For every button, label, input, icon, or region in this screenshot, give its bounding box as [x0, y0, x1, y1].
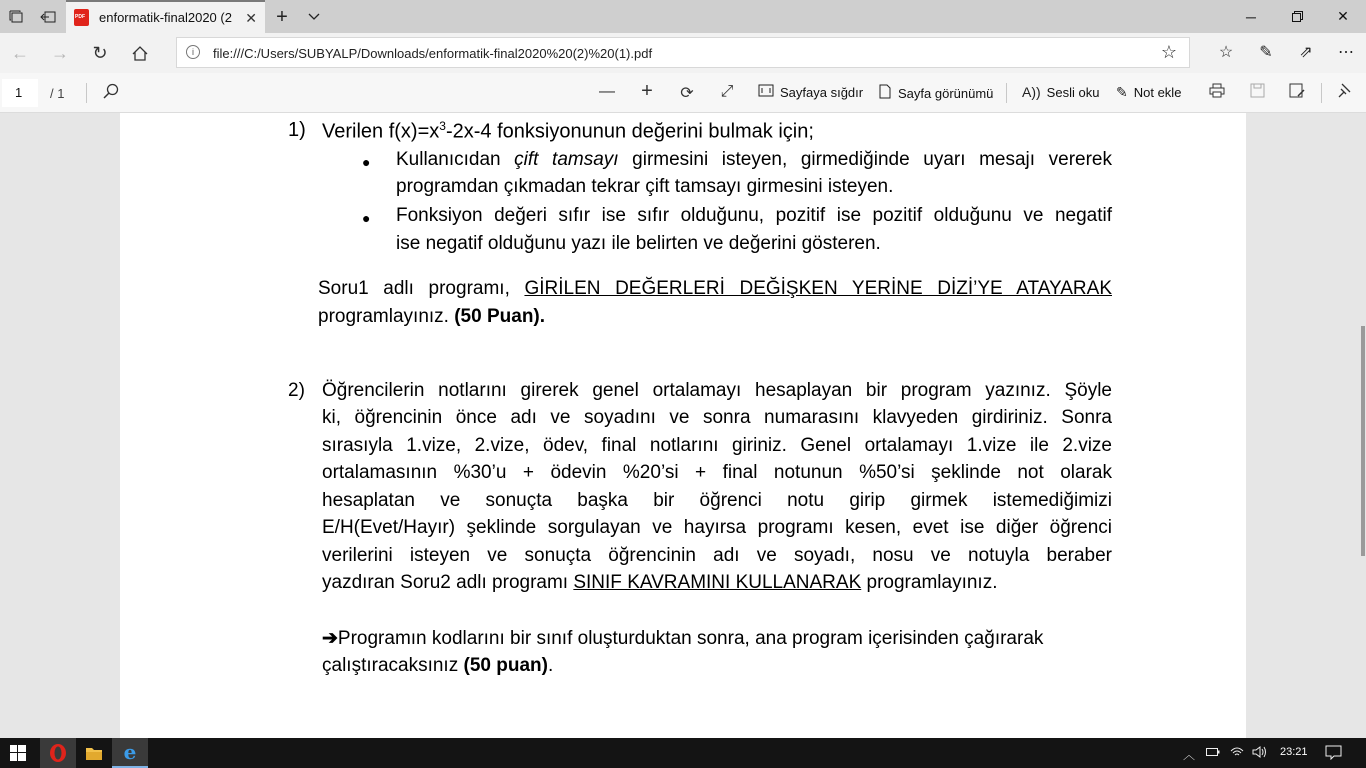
search-icon[interactable] — [100, 83, 122, 104]
q1-intro-text-b: -2x-4 fonksiyonunun değerini bulmak için; — [445, 120, 814, 143]
edge-browser-icon[interactable]: e — [112, 738, 148, 768]
chevron-down-icon[interactable] — [303, 6, 325, 28]
divider — [1321, 83, 1322, 103]
page-total: / 1 — [50, 86, 65, 101]
refresh-button[interactable]: ↻ — [92, 42, 108, 63]
rotate-icon[interactable]: ⟳ — [680, 85, 694, 102]
print-icon[interactable] — [1206, 83, 1228, 103]
q2-line6: E/H(Evet/Hayır) şeklinde sorgulayan ve hayırsa programı kesen, evet ise diğer öğrenci — [322, 517, 1112, 538]
back-button[interactable]: ← — [11, 42, 29, 63]
read-aloud-icon: A)) — [1022, 84, 1041, 100]
q1-intro — [322, 119, 814, 144]
emphasis-text: çift tamsayı — [514, 149, 619, 170]
text: programlayınız. — [318, 306, 455, 327]
restore-button[interactable] — [1274, 0, 1320, 33]
q2-number: 2) — [288, 380, 305, 401]
pen-icon: ✎ — [1116, 84, 1128, 100]
q1-task-line2 — [318, 306, 545, 328]
opera-browser-icon[interactable] — [40, 738, 76, 768]
minimize-button[interactable]: ─ — [1246, 8, 1256, 25]
share-icon[interactable]: ⇗ — [1299, 44, 1313, 61]
zoom-in-icon[interactable]: + — [641, 80, 653, 102]
bullet-icon: ● — [362, 154, 371, 170]
text: . — [547, 655, 554, 676]
divider — [86, 83, 87, 103]
taskbar — [0, 738, 1366, 768]
q2-line3: sırasıyla 1.vize, 2.vize, ödev, final notlarını giriniz. Genel ortalamayı 1.vize ile 2.vize — [322, 435, 1112, 456]
q1-exponent: 3 — [439, 119, 446, 133]
read-aloud-button[interactable] — [1022, 84, 1099, 100]
q1-number: 1) — [288, 119, 306, 141]
q1-task-line1 — [318, 278, 1112, 300]
text: Kullanıcıdan — [396, 149, 515, 170]
notifications-icon[interactable] — [1325, 745, 1342, 763]
pdf-file-icon — [74, 9, 89, 26]
tab-actions-icon[interactable] — [5, 6, 27, 28]
q2-line4: ortalamasının %30’u + ödevin %20’si + final notunun %50’si şeklinde not olarak — [322, 462, 1112, 483]
url-field[interactable] — [176, 37, 1190, 68]
fit-page-icon — [758, 84, 774, 100]
set-aside-tabs-icon[interactable] — [37, 6, 59, 28]
read-aloud-label: Sesli oku — [1046, 84, 1100, 100]
windows-start-icon[interactable] — [0, 738, 36, 768]
web-note-icon[interactable]: ✎ — [1259, 44, 1273, 61]
address-bar — [0, 33, 1366, 73]
url-text: file:///C:/Users/SUBYALP/Downloads/enformatik-final2020%20(2)%20(1).pdf — [213, 46, 653, 61]
save-as-icon[interactable] — [1286, 83, 1308, 103]
text: girmesini isteyen, girmediğinde uyarı mesajı vererek — [618, 149, 1113, 170]
battery-icon[interactable] — [1206, 746, 1220, 760]
more-menu-icon[interactable]: ⋯ — [1338, 44, 1354, 61]
text: Soru1 adlı programı, — [318, 278, 525, 299]
show-hidden-icons-icon[interactable]: ︿ — [1183, 748, 1196, 762]
page-view-label: Sayfa görünümü — [898, 85, 994, 101]
text: programlayınız. — [861, 572, 998, 593]
close-window-button[interactable]: ✕ — [1337, 8, 1349, 24]
text: Programın kodlarını bir sınıf oluşturduktan sonra, ana program içerisinden çağırarak — [337, 628, 1044, 649]
tab-pdf[interactable] — [66, 0, 265, 33]
wifi-icon[interactable] — [1230, 746, 1244, 761]
tab-close-icon[interactable]: ✕ — [245, 10, 257, 26]
q1-bullet2-line1: Fonksiyon değeri sıfır ise sıfır olduğunu, pozitif ise pozitif olduğunu ve negatif — [396, 205, 1112, 226]
q1-intro-text: Verilen f(x)=x — [322, 120, 440, 143]
points-text: (50 Puan). — [454, 306, 546, 327]
points-text: (50 puan) — [463, 655, 548, 676]
tab-title: enformatik-final2020 (2 — [99, 10, 232, 25]
new-tab-icon[interactable]: + — [276, 5, 288, 28]
underlined-text: GİRİLEN DEĞERLERİ DEĞİŞKEN YERİNE DİZİ’YE ATAYARAK — [524, 278, 1112, 299]
favorite-star-icon[interactable]: ☆ — [1160, 42, 1177, 62]
page-view-button[interactable] — [878, 84, 993, 102]
q2-note-line1 — [322, 627, 1043, 650]
title-bar — [0, 0, 1366, 33]
page-view-icon — [878, 84, 892, 102]
add-note-label: Not ekle — [1133, 85, 1182, 100]
q2-line2: ki, öğrencinin önce adı ve soyadını ve sonra numarasını klavyeden girdiriniz. Sonra — [322, 407, 1112, 428]
save-icon[interactable] — [1246, 83, 1268, 103]
q2-line7: verilerini isteyen ve sonuçta öğrencinin adı ve soyadı, nosu ve notuyla beraber — [322, 545, 1112, 566]
q2-line8 — [322, 572, 997, 594]
underlined-text: SINIF KAVRAMINI KULLANARAK — [573, 572, 862, 593]
q1-bullet1-line2: programdan çıkmadan tekrar çift tamsayı girmesini isteyen. — [396, 176, 894, 197]
forward-button[interactable]: → — [51, 42, 69, 63]
add-note-button[interactable] — [1116, 84, 1181, 101]
q2-line5: hesaplatan ve sonuçta başka bir öğrenci notu girip girmek istemediğimizi — [322, 490, 1112, 511]
volume-icon[interactable] — [1252, 746, 1267, 761]
q2-line1: Öğrencilerin notlarını girerek genel ortalamayı hesaplayan bir program yazınız. Şöyle — [322, 380, 1112, 401]
file-explorer-icon[interactable] — [76, 738, 112, 768]
pdf-viewer[interactable] — [0, 113, 1366, 738]
page-number-input[interactable]: 1 — [2, 79, 38, 107]
text: yazdıran Soru2 adlı programı — [322, 572, 574, 593]
clock-time[interactable]: 23:21 — [1280, 746, 1308, 758]
fullscreen-icon[interactable]: ⤢ — [720, 83, 734, 100]
arrow-icon: ➔ — [322, 628, 338, 649]
scrollbar-thumb[interactable] — [1361, 326, 1365, 556]
pin-toolbar-icon[interactable] — [1334, 83, 1356, 103]
info-icon[interactable]: i — [186, 45, 200, 59]
text: çalıştıracaksınız — [322, 655, 464, 676]
fit-page-button[interactable] — [758, 84, 863, 100]
fit-page-label: Sayfaya sığdır — [780, 84, 864, 100]
q2-note-line2 — [322, 655, 553, 677]
zoom-out-icon[interactable]: — — [599, 83, 615, 100]
q1-bullet1-line1 — [396, 149, 1112, 171]
q1-bullet2-line2: ise negatif olduğunu yazı ile belirten ve değerini gösteren. — [396, 233, 881, 254]
pdf-toolbar — [0, 73, 1366, 113]
home-button[interactable] — [127, 41, 153, 65]
favorites-icon[interactable]: ☆ — [1218, 44, 1234, 61]
bullet-icon: ● — [362, 210, 371, 226]
divider — [1006, 83, 1007, 103]
